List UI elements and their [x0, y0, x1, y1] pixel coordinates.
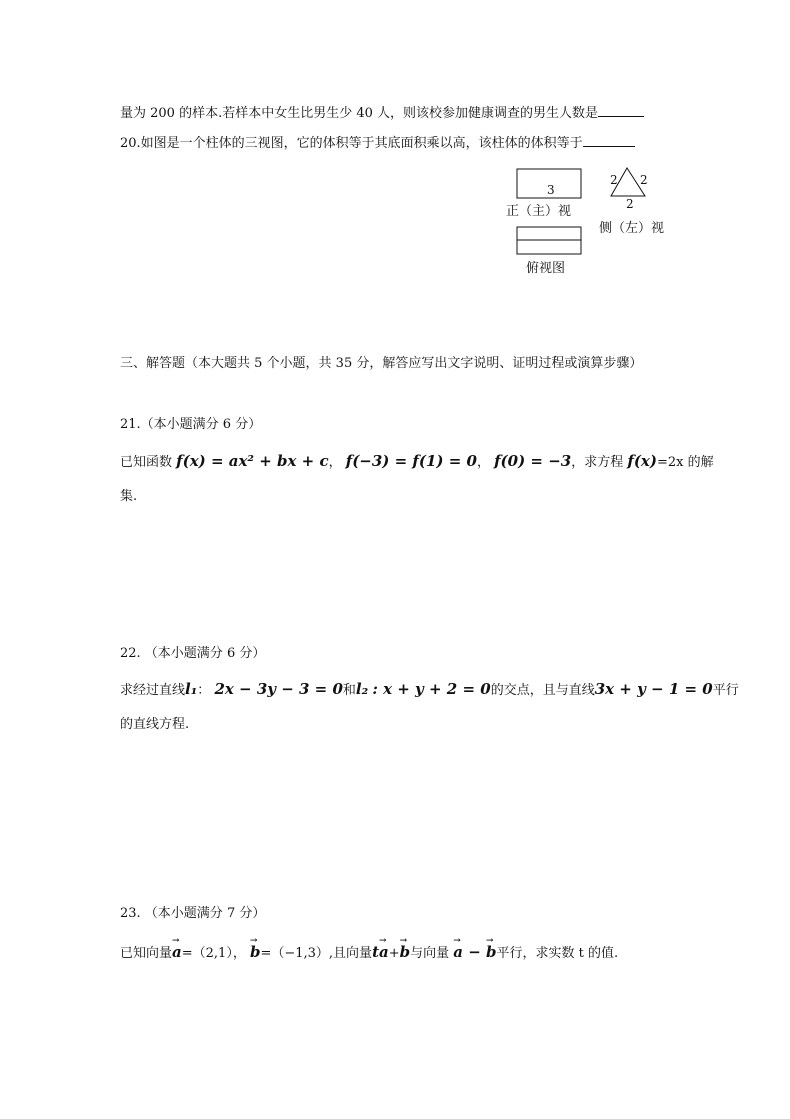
q21-text-2: ，求方程	[571, 455, 624, 470]
q23-header: 23. （本小题满分 7 分）	[120, 906, 266, 921]
q22-text-2: ：	[197, 683, 211, 698]
q21-header: 21.（本小题满分 6 分）	[120, 417, 262, 432]
q23-vector-b: → b	[250, 942, 261, 962]
top-view-label: 俯视图	[526, 261, 566, 276]
q22-text-4: 的交点，且与直线	[490, 683, 595, 698]
q22-header: 22. （本小题满分 6 分）	[120, 646, 266, 661]
q21-equation-fx: f(x)	[627, 452, 657, 470]
q23-text-1: 已知向量	[120, 946, 173, 961]
q23-text-3: =（−1,3）,且向量	[260, 946, 373, 961]
q22-line-l2: l₂	[355, 680, 369, 698]
q23-vector-a-3: → a	[453, 942, 463, 962]
side-view-right-dim: 2	[640, 173, 648, 187]
q22-equation-1: 2x − 3y − 3 = 0	[214, 680, 343, 698]
q19-answer-blank	[598, 104, 644, 117]
side-view-label: 侧（左）视	[599, 221, 665, 236]
q21-text-4: 集.	[120, 489, 138, 504]
q22-text-5: 平行	[712, 683, 739, 698]
q23-plus: +	[388, 946, 400, 961]
q21-comma-2: ，	[476, 455, 490, 470]
q23-vector-b-3: → b	[486, 942, 497, 962]
q20-text: 20.如图是一个柱体的三视图，它的体积等于其底面积乘以高，该柱体的体积等于	[120, 136, 583, 151]
q21-condition-roots: f(−3) = f(1) = 0	[345, 452, 477, 470]
q22-equation-2: : x + y + 2 = 0	[372, 680, 491, 698]
front-view-dim: 3	[547, 183, 555, 197]
q22-line-l1: l₁	[185, 680, 198, 698]
q21-text-3: =2x 的解	[656, 455, 714, 470]
q23-vector-a-2: → a	[379, 942, 389, 962]
section-heading: 三、解答题（本大题共 5 个小题，共 35 分，解答应写出文字说明、证明过程或演算步骤）	[120, 356, 643, 371]
q21-line1	[120, 451, 714, 473]
q20-line	[120, 134, 635, 154]
side-view-bottom-dim: 2	[626, 197, 634, 211]
q19-line	[120, 104, 644, 124]
q22-equation-3: 3x + y − 1 = 0	[594, 680, 713, 698]
q23-text-4: 与向量	[410, 946, 450, 961]
q23-text-2: =（2,1），	[181, 946, 246, 961]
q21-function-def: f(x) = ax² + bx + c	[176, 452, 329, 470]
q21-condition-f0: f(0) = −3	[494, 452, 572, 470]
q23-line1	[120, 942, 618, 964]
q22-text-1: 求经过直线	[120, 683, 186, 698]
q23-vector-a: → a	[172, 942, 182, 962]
q23-minus: −	[463, 943, 487, 961]
side-view-left-dim: 2	[610, 173, 618, 187]
front-view-label: 正（主）视	[506, 204, 572, 219]
q23-scalar-t: t	[372, 943, 379, 961]
q21-text-1: 已知函数	[120, 455, 173, 470]
q22-line1	[120, 679, 739, 701]
q19-text: 量为 200 的样本.若样本中女生比男生少 40 人，则该校参加健康调查的男生人数是	[120, 106, 599, 121]
q21-comma-1: ，	[328, 455, 342, 470]
q22-text-6: 的直线方程.	[120, 717, 190, 732]
q23-text-5: 平行，求实数 t 的值.	[496, 946, 619, 961]
q20-answer-blank	[583, 134, 635, 147]
q22-text-3: 和	[342, 683, 356, 698]
q23-vector-b-2: → b	[400, 942, 411, 962]
